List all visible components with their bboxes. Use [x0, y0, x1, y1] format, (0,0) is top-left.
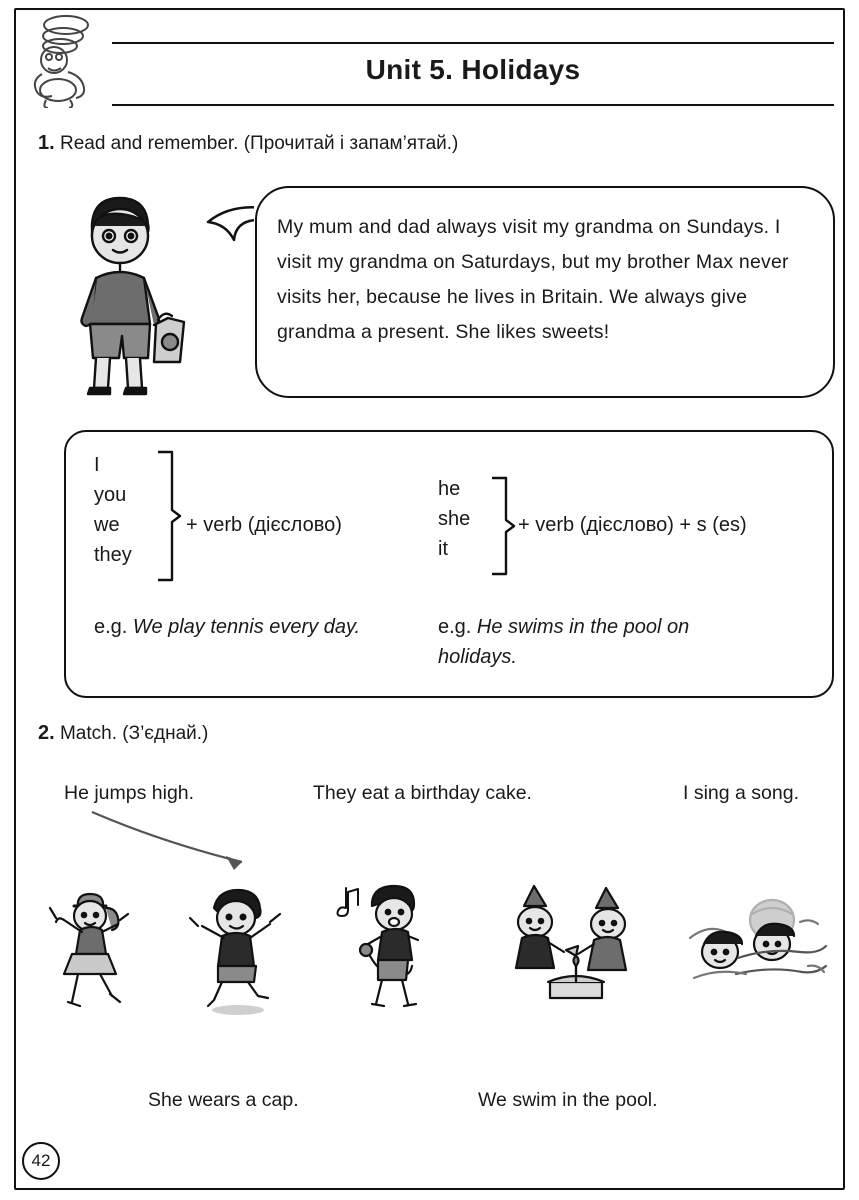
brace-right-icon [486, 474, 518, 578]
match-label-5[interactable]: We swim in the pool. [478, 1089, 658, 1111]
example-left-prefix: e.g. [94, 616, 133, 638]
match-label-3[interactable]: I sing a song. [683, 782, 799, 804]
example-right [438, 612, 768, 672]
picture-children-with-birthday-cake[interactable] [490, 878, 660, 1018]
header-rule-bottom [112, 104, 834, 106]
page-title: Unit 5. Holidays [365, 54, 581, 85]
task-1-heading [38, 132, 458, 155]
picture-boy-singing-microphone[interactable] [330, 878, 460, 1018]
match-label-2[interactable]: They eat a birthday cake. [313, 782, 532, 804]
match-arrow [88, 806, 278, 876]
speech-bubble-text: My mum and dad always visit my grandma on Sundays. I visit my grandma on Saturdays, but my brother Max never visits her, because he lives in Britain. We always give grandma a present. She likes sweets! [277, 216, 789, 343]
match-label-4[interactable]: She wears a cap. [148, 1089, 299, 1111]
task-2-text: Match. (З’єднай.) [59, 723, 209, 744]
header-rule-top [112, 42, 834, 44]
task-2-heading [38, 722, 208, 745]
boy-with-present-illustration [52, 186, 212, 406]
task-1-number: 1. [38, 132, 55, 154]
example-right-prefix: e.g. [438, 616, 477, 638]
pronouns-left: I you we they [94, 454, 132, 566]
picture-girl-jumping-with-cap[interactable] [28, 878, 158, 1018]
picture-boy-jumping-high[interactable] [168, 878, 308, 1018]
formula-right: + verb (дієслово) + s (es) [518, 514, 747, 536]
example-left-text: We play tennis every day. [132, 616, 361, 638]
example-right-text: He swims in the pool on holidays. [438, 616, 690, 668]
brace-left-icon [152, 448, 184, 584]
pronouns-right: he she it [438, 478, 471, 560]
formula-left: + verb (дієслово) [186, 514, 342, 536]
example-left [94, 612, 414, 642]
task-2-number: 2. [38, 722, 55, 744]
match-label-1[interactable]: He jumps high. [64, 782, 195, 804]
picture-children-swimming-in-pool[interactable] [680, 878, 840, 1018]
task-1-text: Read and remember. (Прочитай і запам’ятай.) [59, 133, 459, 154]
page-number: 42 [22, 1142, 60, 1180]
scribble-doodle-icon [20, 12, 116, 108]
